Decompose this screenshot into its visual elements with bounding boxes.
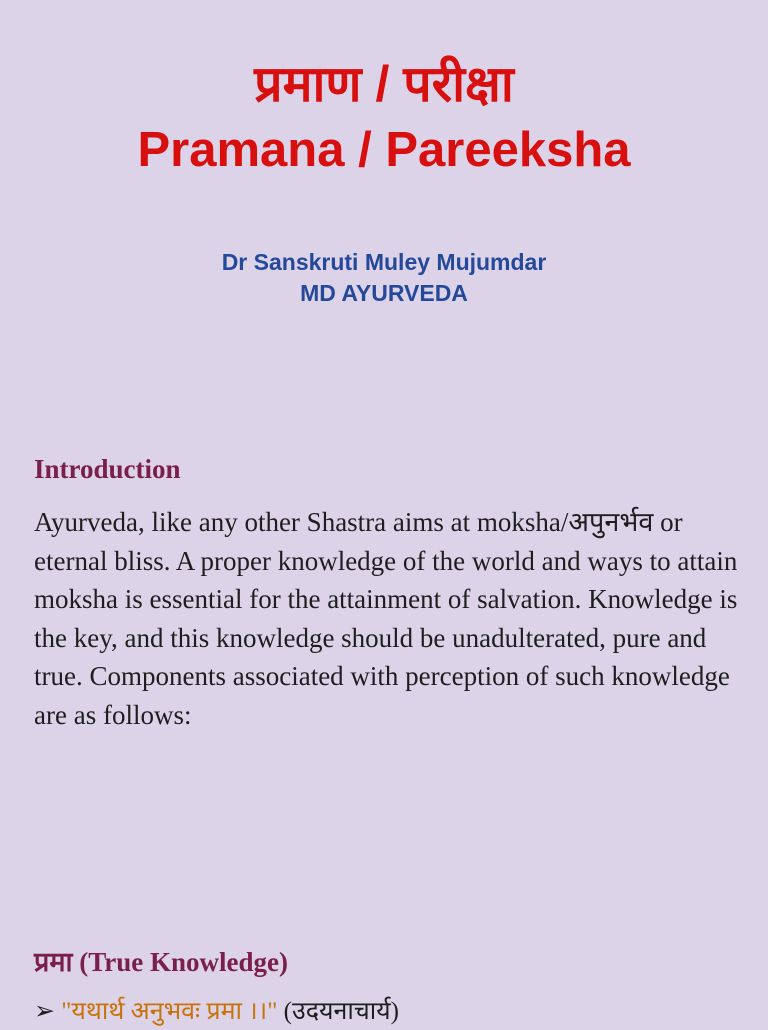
author-name: Dr Sanskruti Muley Mujumdar bbox=[221, 249, 547, 275]
prama-attribution: (उदयनाचार्य) bbox=[283, 998, 399, 1025]
page-title-english: Pramana / Pareeksha bbox=[137, 123, 631, 177]
introduction-body: Ayurveda, like any other Shastra aims at moksha/अपुनर्भव or eternal bliss. A proper knowledge of the world and ways to attain moksha is essential for the attainment of salvation. Knowledge is the key, and this knowledge should be unadulterated, pure and true. Components associated with perception of such knowledge are as follows: bbox=[34, 507, 738, 730]
prama-heading-devanagari: प्रमा bbox=[34, 947, 73, 977]
author-block bbox=[0, 247, 768, 309]
prama-definition-quote: यथार्थ अनुभवः प्रमा ।। bbox=[71, 998, 268, 1025]
author-degree: MD AYURVEDA bbox=[300, 280, 468, 306]
prama-heading bbox=[34, 944, 288, 980]
arrow-bullet-icon: ➢ bbox=[34, 998, 55, 1025]
quote-open-mark: " bbox=[61, 998, 72, 1025]
quote-close-mark: " bbox=[267, 998, 278, 1025]
page-title-devanagari: प्रमाण / परीक्षा bbox=[254, 56, 514, 112]
prama-definition-bullet bbox=[34, 994, 399, 1030]
prama-heading-english: (True Knowledge) bbox=[79, 947, 288, 977]
introduction-heading: Introduction bbox=[34, 454, 181, 484]
